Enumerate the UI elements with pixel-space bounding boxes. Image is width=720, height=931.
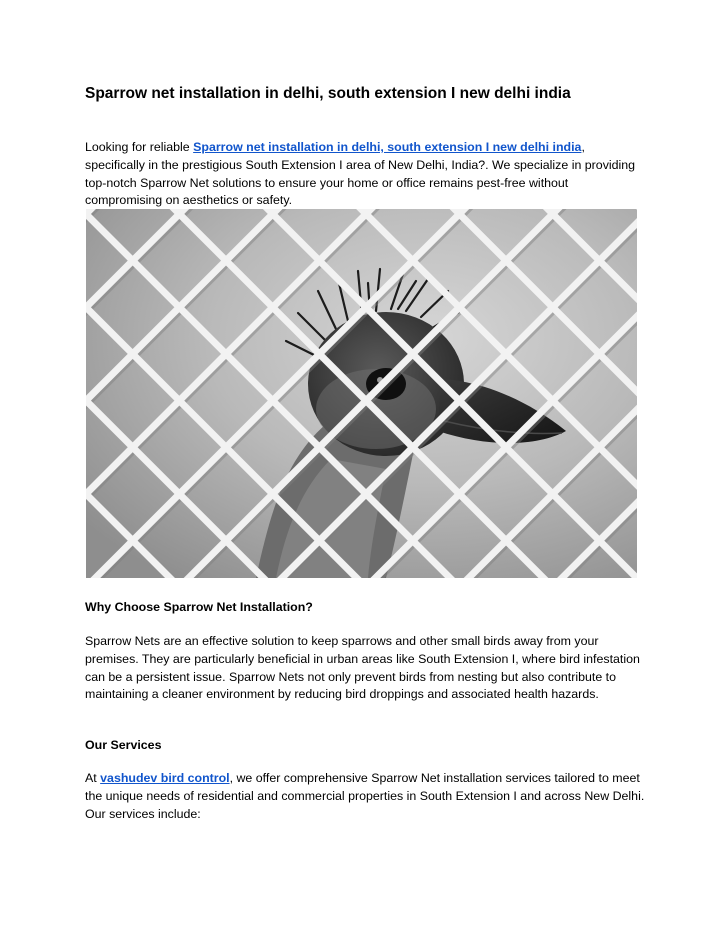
services-text-after: , we offer comprehensive Sparrow Net installation services tailored to meet the unique needs of residential and commercial properties in South Extension I and across New Delhi. Our services include: (85, 771, 645, 821)
why-heading: Why Choose Sparrow Net Installation? (85, 600, 313, 614)
services-heading: Our Services (85, 738, 162, 752)
vashudev-link[interactable]: vashudev bird control (100, 771, 230, 785)
page-title: Sparrow net installation in delhi, south extension I new delhi india (85, 85, 571, 102)
intro-text-before: Looking for reliable (85, 140, 194, 154)
emu-photo (86, 209, 637, 578)
intro-link[interactable]: Sparrow net installation in delhi, south extension I new delhi india (193, 140, 582, 154)
intro-paragraph (85, 139, 645, 210)
services-paragraph (85, 770, 645, 823)
intro-text-after: , specifically in the prestigious South Extension I area of New Delhi, India?. We specialize in providing top-notch Sparrow Net solutions to ensure your home or office remains pest-free without compromising on aesthetics or safety. (85, 140, 636, 208)
chain-link-fence (86, 209, 637, 578)
why-paragraph: Sparrow Nets are an effective solution to keep sparrows and other small birds away from your premises. They are particularly beneficial in urban areas like South Extension I, where bird infestation can be a persistent issue. Sparrow Nets not only prevent birds from nesting but also contribute to maintaining a cleaner environment by reducing bird droppings and associated health hazards. (85, 634, 640, 702)
services-text-before: At (85, 771, 101, 785)
